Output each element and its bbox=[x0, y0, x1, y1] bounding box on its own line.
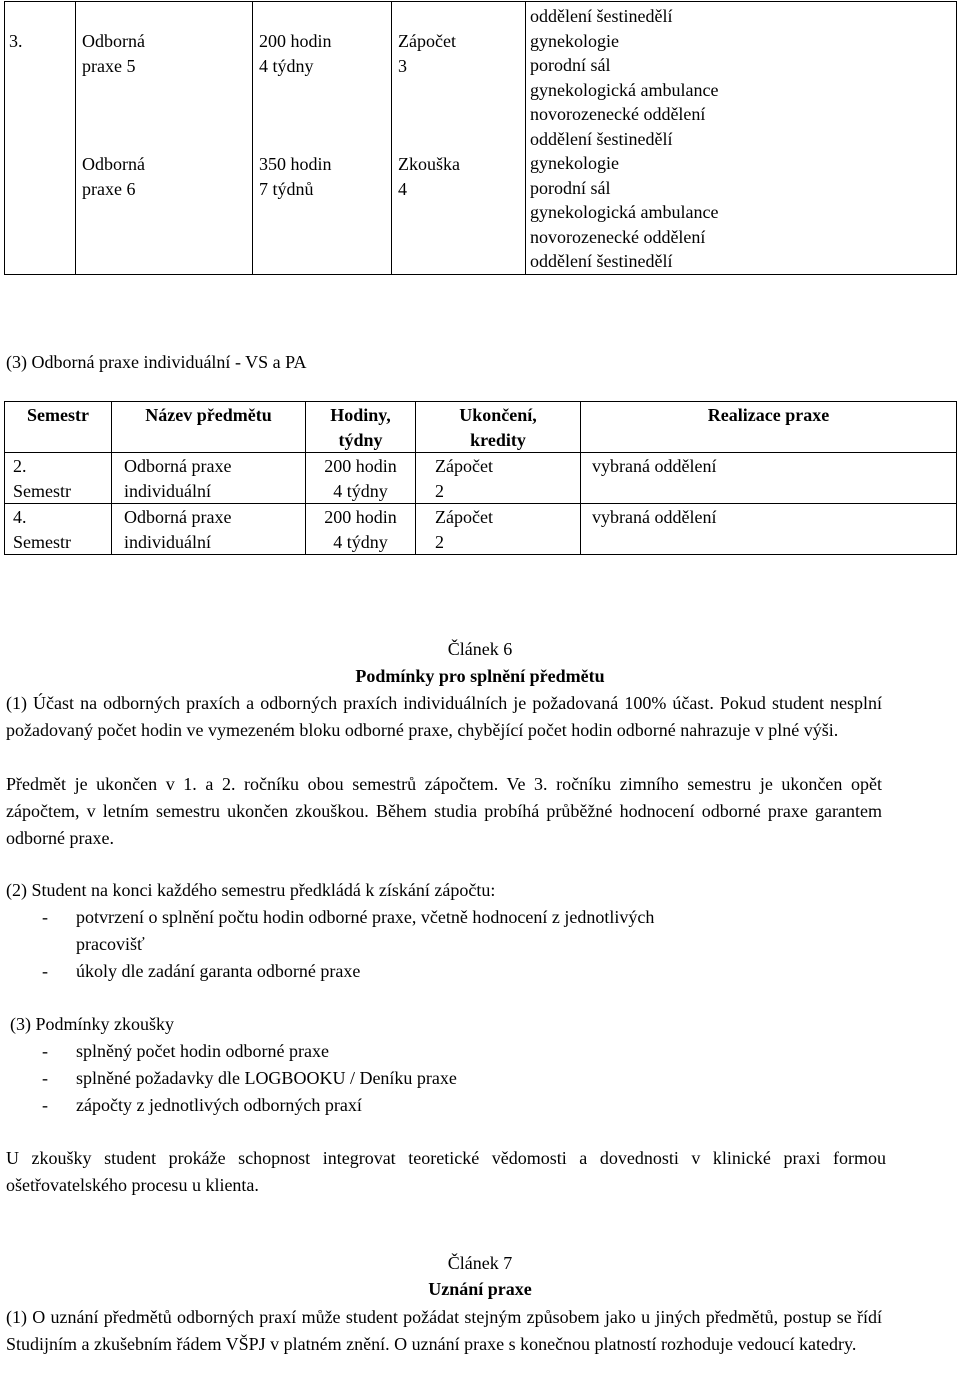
row-number: 3. bbox=[9, 31, 23, 51]
completion-cell bbox=[392, 2, 526, 275]
row-hours: 200 hodin 4 týdny bbox=[306, 453, 416, 504]
article7-title: Článek 7 bbox=[447, 1253, 513, 1273]
article7-para1: (1) O uznání předmětů odborných praxí může student požádat stejným způsobem jako u jiných předmětů, postup se řídí Studijním a zkušebním řádem VŠPJ v platném znění. O uznání praxe s konečnou platností rozhoduje vedoucí katedry. bbox=[6, 1307, 882, 1354]
article6-subtitle: Podmínky pro splnění předmětu bbox=[355, 666, 605, 686]
departments-cell bbox=[526, 2, 957, 275]
subject-name-5: Odborná praxe 5 bbox=[82, 31, 145, 76]
subject-name-cell bbox=[76, 2, 253, 275]
article6-para3: (2) Student na konci každého semestru předkládá k získání zápočtu: - potvrzení o splnění počtu hodin odborné praxe, včetně hodnocení z jednotlivých pracovišť - úkoly dle zadání garanta odborné praxe bbox=[6, 877, 906, 985]
row-completion: Zápočet 2 bbox=[416, 453, 581, 504]
row-subject: Odborná praxe individuální bbox=[112, 504, 306, 555]
completion-5: Zápočet 3 bbox=[398, 31, 456, 76]
list-item: - splněný počet hodin odborné praxe bbox=[6, 1038, 906, 1065]
header-hours: Hodiny, týdny bbox=[306, 402, 416, 453]
header-completion: Ukončení, kredity bbox=[416, 402, 581, 453]
row-subject: Odborná praxe individuální bbox=[112, 453, 306, 504]
article6-title: Článek 6 bbox=[447, 639, 513, 659]
hours-6: 350 hodin 7 týdnů bbox=[259, 154, 332, 199]
article6-para2: Předmět je ukončen v 1. a 2. ročníku obou semestrů zápočtem. Ve 3. ročníku zimního semestru je ukončen opět zápočtem, v letním semestru ukončen zkouškou. Během studia probíhá průběžné hodnocení odborné praxe garantem odborné praxe. bbox=[6, 774, 882, 848]
row-semester: 2. Semestr bbox=[5, 453, 112, 504]
table-row bbox=[5, 453, 957, 504]
subject-name-6: Odborná praxe 6 bbox=[82, 154, 145, 199]
list-item: - potvrzení o splnění počtu hodin odborné praxe, včetně hodnocení z jednotlivých pracovišť bbox=[6, 904, 666, 958]
individual-practice-table bbox=[4, 401, 957, 555]
article6-para1: (1) Účast na odborných praxích a odborných praxích individuálních je požadovaná 100% účast. Pokud student nesplní požadovaný počet hodin ve vymezeném bloku odborné praxe, chybějící počet hodin odborné nahrazuje v plné výši. bbox=[6, 693, 882, 740]
curriculum-table-continued bbox=[4, 1, 957, 275]
hours-cell bbox=[253, 2, 392, 275]
article7-subtitle: Uznání praxe bbox=[428, 1279, 532, 1299]
header-semester: Semestr bbox=[5, 402, 112, 453]
departments-list: oddělení šestinedělí gynekologie porodní sál gynekologická ambulance novorozenecké oddělení oddělení šestinedělí gynekologie porodní sál gynekologická ambulance novorozenecké oddělení oddělení šestinedělí bbox=[530, 6, 719, 271]
list-item: - zápočty z jednotlivých odborných praxí bbox=[6, 1092, 906, 1119]
row-semester: 4. Semestr bbox=[5, 504, 112, 555]
section3-heading: (3) Odborná praxe individuální - VS a PA bbox=[6, 352, 307, 372]
completion-6: Zkouška 4 bbox=[398, 154, 460, 199]
header-subject: Název předmětu bbox=[112, 402, 306, 453]
table-row bbox=[5, 504, 957, 555]
list-item: - úkoly dle zadání garanta odborné praxe bbox=[6, 958, 666, 985]
header-realization: Realizace praxe bbox=[581, 402, 957, 453]
hours-5: 200 hodin 4 týdny bbox=[259, 31, 332, 76]
article6-para5: U zkoušky student prokáže schopnost integrovat teoretické vědomosti a dovednosti v klinické praxi formou ošetřovatelského procesu u klienta. bbox=[6, 1148, 886, 1195]
row-realization: vybraná oddělení bbox=[581, 504, 957, 555]
row-hours: 200 hodin 4 týdny bbox=[306, 504, 416, 555]
row-completion: Zápočet 2 bbox=[416, 504, 581, 555]
row-number-cell bbox=[5, 2, 76, 275]
row-realization: vybraná oddělení bbox=[581, 453, 957, 504]
list-item: - splněné požadavky dle LOGBOOKU / Deníku praxe bbox=[6, 1065, 906, 1092]
article6-para4: (3) Podmínky zkoušky - splněný počet hodin odborné praxe - splněné požadavky dle LOGBOOKU / Deníku praxe - zápočty z jednotlivých odborných praxí bbox=[6, 1011, 906, 1119]
